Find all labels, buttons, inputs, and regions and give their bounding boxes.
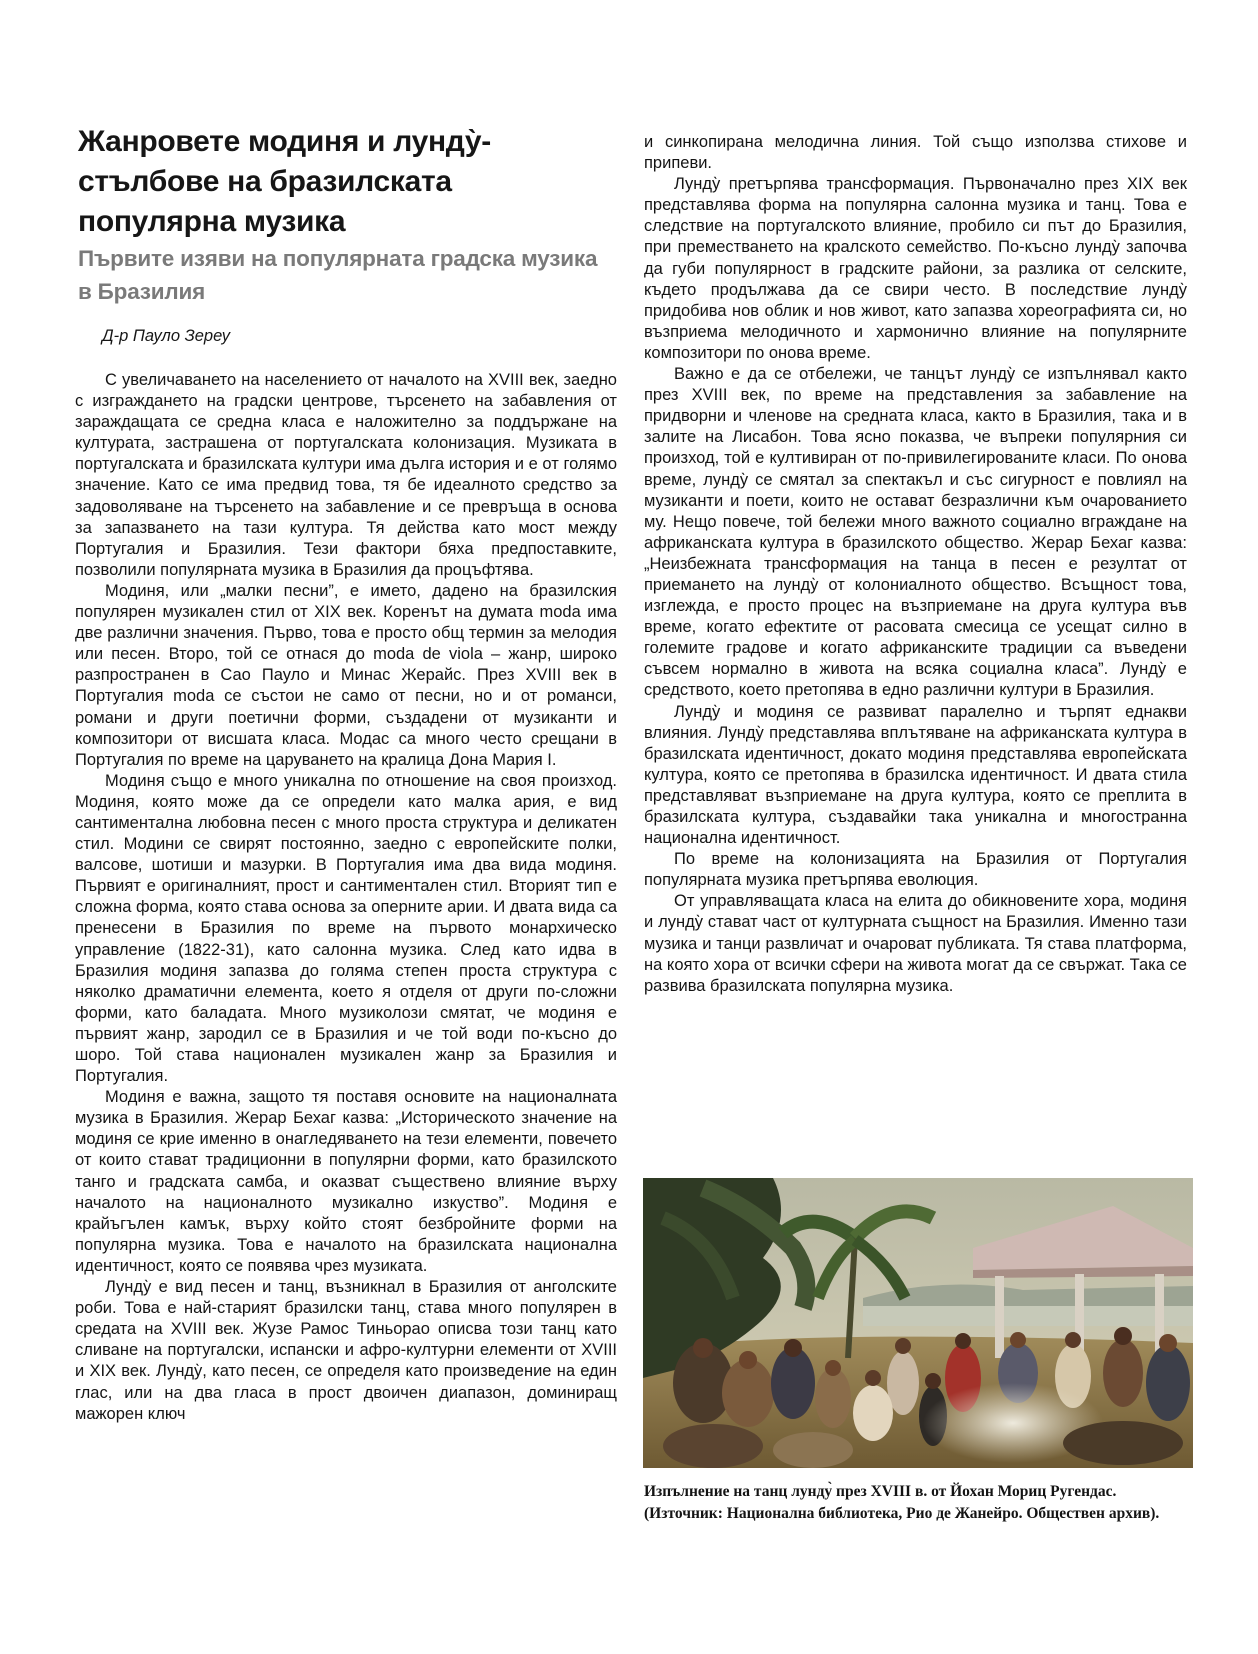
paragraph: Важно е да се отбележи, че танцът лунду̀ се изпълнявал както през XVIII век, по време на представления за забавление на придворни и членове на средната класа, както в Бразилия, така и в залите на Лисабон. Това ясно показва, че въпреки популярния си произход, той е култивиран от по-привилегированите класи. По онова време, лунду̀ се смятал за спектакъл и със сигурност е повлиял на музиканти и поети, които не остават безразлични към очарованието му. Нещо повече, той бележи много важното социално вграждане на африканската култура в бразилското общество. Жерар Бехаг казва: „Неизбежната трансформация на танца в песен е резултат от приемането на лунду̀ от колониалното общество. Всъщност това, изглежда, е просто процес на възприемане на друга култура във време, когато ефектите от расовата смесица се усещат силно в големите градове и когато африканските традиции са въведени съвсем нормално в живота на всяка социална класа”. Лунду̀ е средството, което претопява в едно различни култури в Бразилия. <box>644 365 1187 700</box>
paragraph: Модиня, или „малки песни”, е името, дадено на бразилския популярен музикален стил от XIX век. Коренът на думата moda има две различни значения. Първо, това е просто общ термин за мелодия или песен. Второ, той се отнася до moda de viola – жанр, широко разпространен в Сао Пауло и Минас Жерайс. През XVIII век в Португалия moda се състои не само от песни, но и от романси, романи и други поетични форми, създадени от музиканти и композитори от висшата класа. Модас са много често срещани в Португалия по време на царуването на кралица Дона Мария I. <box>75 581 617 769</box>
paragraph: Лунду̀ и модиня се развиват паралелно и търпят еднакви влияния. Лунду̀ представлява вплътяване на африканската култура в бразилската идентичност, докато модиня представлява европейската култура, която се претопява в бразилска идентичност. И двата стила представляват възприемане на друга култура, която се преплита в бразилската култура, създавайки така уникална и многостранна национална идентичност. <box>644 702 1187 848</box>
paragraph: Модиня е важна, защото тя поставя основите на националната музика в Бразилия. Жерар Бехаг казва: „Историческото значение на модиня се крие именно в онагледяването на тези елементи, повечето от които стават традиционни в популярни форми, като бразилското танго и градската самба, и оказват съществено влияние върху началото на националното музикално изкуство”. Модиня е крайъгълен камък, върху който стоят безбройните форми на популярна музика. Това е началото на бразилската национална идентичност, която се появява чрез музиката. <box>75 1088 617 1275</box>
figure-caption: Изпълнение на танц лунду̀ през XVIII в. от Йохан Мориц Ругендас. (Източник: Национална библиотека, Рио де Жанейро. Обществен архив). <box>644 1483 1160 1522</box>
paragraph-continued: и синкопирана мелодична линия. Той също използва стихове и припеви. <box>644 133 1187 173</box>
paragraph: От управляващата класа на елита до обикновените хора, модиня и лунду̀ стават част от културната същност на Бразилия. Именно тази музика и танци развличат и очароват публиката. Тя става платформа, на която хора от всички сфери на живота могат да се свържат. Така се развива бразилската популярна музика. <box>644 892 1187 995</box>
paragraph: Лунду̀ е вид песен и танц, възникнал в Бразилия от анголските роби. Това е най-старият бразилски танц, става много популярен в средата на XVIII век. Жузе Рамос Тиньорао описва този танц като сливане на португалски, испански и афро-културни елементи от XVIII и XIX век. Лунду̀, като песен, се определя като произведение на един глас, или на два гласа в прост двоичен диапазон, доминиращ мажорен ключ <box>75 1278 617 1423</box>
right-column <box>644 132 1187 997</box>
paragraph: По време на колонизацията на Бразилия от Португалия популярната музика претърпява еволюция. <box>644 850 1187 890</box>
article-subtitle: Първите изяви на популярната градска музика в Бразилия <box>78 246 598 304</box>
paragraph: С увеличаването на населението от началото на XVIII век, заедно с изграждането на градски центрове, търсенето на забавления от зараждащата се средна класа е наложително за поддържане на културата, застрашена от португалската колонизация. Музиката в португалската и бразилската култури има дълга история и е от голямо значение. Като се има предвид това, тя бе идеалното средство за задоволяване на търсенето на забавление и се превръща в основа за запазването на тази култура. Тя действа като мост между Португалия и Бразилия. Тези фактори бяха предпоставките, позволили популярната музика в Бразилия да процъфтява. <box>75 371 617 579</box>
paragraph: Лунду̀ претърпява трансформация. Първоначално през XIX век представлява форма на популярна салонна музика и танц. Това е следствие на португалското влияние, пробило си път до Бразилия, при преместването на кралското семейство. По-късно лунду̀ започва да губи популярност в градските райони, за разлика от селските, където продължава да се свири често. В последствие лунду̀ придобива нов облик и нов живот, като запазва хореографията си, но възприема мелодичното и хармонично влияние на популярните композитори по онова време. <box>644 175 1187 362</box>
left-column <box>75 370 617 1425</box>
article-author: Д-р Пауло Зереу <box>102 327 230 345</box>
lundu-dance-painting <box>643 1178 1193 1468</box>
article-title: Жанровете модиня и лунду̀- стълбове на бразилската популярна музика <box>78 125 491 238</box>
paragraph: Модиня също е много уникална по отношение на своя произход. Модиня, която може да се определи като малка ария, е вид сантиментална любовна песен с много проста структура и деликатен стил. Модини се свирят постоянно, заедно с европейските полки, валсове, шотиши и мазурки. В Португалия има два вида модиня. Първият е оригиналният, прост и сантиментален стил. Вторият тип е сложна форма, която става основа за оперните арии. И двата вида са пренесени в Бразилия по време на първото монархическо управление (1822-31), като салонна музика. След като идва в Бразилия модиня запазва до голяма степен проста структура с няколко драматични елемента, което я отделя от други по-сложни форми, като баладата. Много музиколози смятат, че модиня е първият жанр, зародил се в Бразилия и че той води по-късно до шоро. Той става национален музикален жанр за Бразилия и Португалия. <box>75 771 617 1086</box>
